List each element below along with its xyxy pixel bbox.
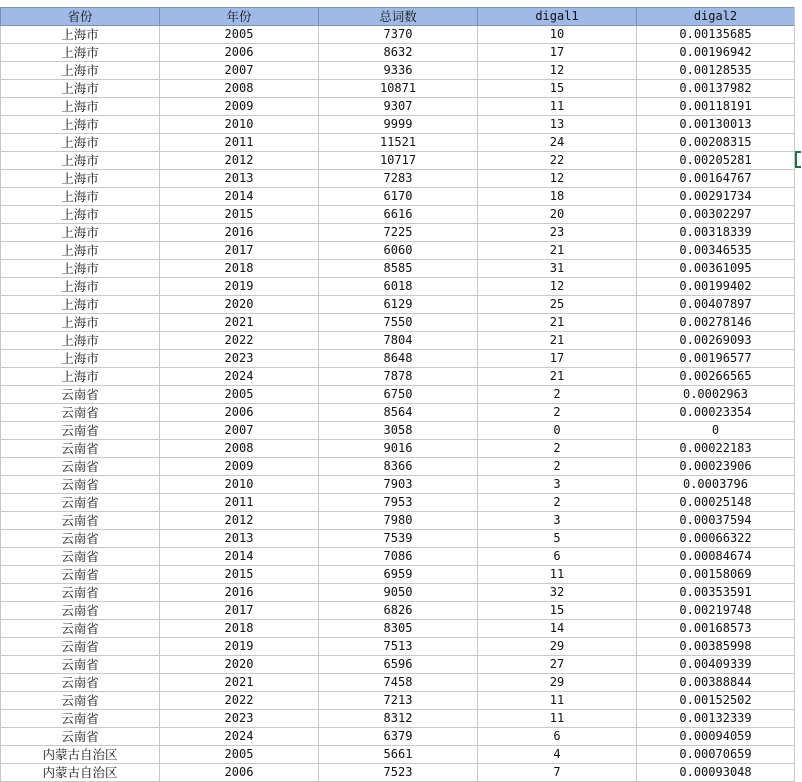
table-row: [1, 80, 795, 98]
cell-digal1[interactable]: 6: [478, 548, 637, 566]
cell-year[interactable]: 2023: [160, 350, 319, 368]
table-row: [1, 98, 795, 116]
right-edge-column: [794, 7, 802, 782]
cell-total-words[interactable]: 5661: [319, 746, 478, 764]
table-row: [1, 404, 795, 422]
table-row: [1, 314, 795, 332]
cell-year[interactable]: 2009: [160, 98, 319, 116]
cell-province[interactable]: 上海市: [1, 44, 160, 62]
cell-digal2[interactable]: 0.00208315: [637, 134, 795, 152]
cell-province[interactable]: 上海市: [1, 332, 160, 350]
cell-digal1[interactable]: 11: [478, 566, 637, 584]
cell-digal2[interactable]: 0.00128535: [637, 62, 795, 80]
cell-digal2[interactable]: 0.00158069: [637, 566, 795, 584]
cell-province[interactable]: 上海市: [1, 134, 160, 152]
cell-digal1[interactable]: 12: [478, 170, 637, 188]
cell-total-words[interactable]: 10717: [319, 152, 478, 170]
cell-province[interactable]: 云南省: [1, 638, 160, 656]
cell-province[interactable]: 云南省: [1, 584, 160, 602]
cell-digal1[interactable]: 21: [478, 242, 637, 260]
cell-year[interactable]: 2015: [160, 566, 319, 584]
cell-province[interactable]: 云南省: [1, 386, 160, 404]
cell-total-words[interactable]: 8648: [319, 350, 478, 368]
cell-digal1[interactable]: 12: [478, 278, 637, 296]
cell-digal2[interactable]: 0.00291734: [637, 188, 795, 206]
cell-digal1[interactable]: 17: [478, 350, 637, 368]
table-row: [1, 296, 795, 314]
cell-total-words[interactable]: 8564: [319, 404, 478, 422]
cell-year[interactable]: 2007: [160, 62, 319, 80]
cell-total-words[interactable]: 7225: [319, 224, 478, 242]
cell-digal2[interactable]: 0.00199402: [637, 278, 795, 296]
cell-digal1[interactable]: 25: [478, 296, 637, 314]
table-row: [1, 206, 795, 224]
cell-digal1[interactable]: 2: [478, 458, 637, 476]
cell-year[interactable]: 2020: [160, 296, 319, 314]
table-row: [1, 710, 795, 728]
cell-total-words[interactable]: 6596: [319, 656, 478, 674]
cell-digal2[interactable]: 0.00137982: [637, 80, 795, 98]
cell-province[interactable]: 上海市: [1, 26, 160, 44]
cell-province[interactable]: 云南省: [1, 548, 160, 566]
cell-digal2[interactable]: 0.00022183: [637, 440, 795, 458]
cell-year[interactable]: 2011: [160, 494, 319, 512]
cell-province[interactable]: 上海市: [1, 260, 160, 278]
cell-digal2[interactable]: 0.00023906: [637, 458, 795, 476]
table-row: [1, 26, 795, 44]
selected-cell-indicator[interactable]: [795, 151, 801, 168]
cell-digal1[interactable]: 15: [478, 602, 637, 620]
cell-digal2[interactable]: 0.00196942: [637, 44, 795, 62]
table-row: [1, 188, 795, 206]
table-row: [1, 476, 795, 494]
cell-year[interactable]: 2011: [160, 134, 319, 152]
table-row: [1, 170, 795, 188]
cell-digal1[interactable]: 23: [478, 224, 637, 242]
cell-digal1[interactable]: 29: [478, 638, 637, 656]
table-row: [1, 674, 795, 692]
cell-year[interactable]: 2021: [160, 674, 319, 692]
cell-province[interactable]: 云南省: [1, 692, 160, 710]
cell-year[interactable]: 2018: [160, 260, 319, 278]
cell-digal1[interactable]: 13: [478, 116, 637, 134]
cell-year[interactable]: 2005: [160, 26, 319, 44]
cell-province[interactable]: 上海市: [1, 62, 160, 80]
cell-digal2[interactable]: 0.00278146: [637, 314, 795, 332]
cell-digal1[interactable]: 18: [478, 188, 637, 206]
data-table: [0, 7, 795, 782]
cell-province[interactable]: 云南省: [1, 530, 160, 548]
cell-digal1[interactable]: 4: [478, 746, 637, 764]
cell-digal2[interactable]: 0.00152502: [637, 692, 795, 710]
table-row: [1, 62, 795, 80]
cell-total-words[interactable]: 7539: [319, 530, 478, 548]
table-row: [1, 152, 795, 170]
cell-year[interactable]: 2012: [160, 152, 319, 170]
table-row: [1, 512, 795, 530]
header-digal1[interactable]: digal1: [478, 8, 637, 26]
cell-year[interactable]: 2017: [160, 242, 319, 260]
table-row: [1, 260, 795, 278]
cell-total-words[interactable]: 9336: [319, 62, 478, 80]
cell-digal2[interactable]: 0.00353591: [637, 584, 795, 602]
cell-year[interactable]: 2015: [160, 206, 319, 224]
cell-digal1[interactable]: 21: [478, 314, 637, 332]
cell-digal2[interactable]: 0.00094059: [637, 728, 795, 746]
table-row: [1, 224, 795, 242]
cell-total-words[interactable]: 7980: [319, 512, 478, 530]
cell-total-words[interactable]: 6750: [319, 386, 478, 404]
cell-year[interactable]: 2009: [160, 458, 319, 476]
cell-digal1[interactable]: 15: [478, 80, 637, 98]
cell-digal2[interactable]: 0.00130013: [637, 116, 795, 134]
cell-province[interactable]: 云南省: [1, 620, 160, 638]
cell-year[interactable]: 2022: [160, 332, 319, 350]
cell-year[interactable]: 2006: [160, 764, 319, 782]
table-row: [1, 602, 795, 620]
cell-total-words[interactable]: 7283: [319, 170, 478, 188]
cell-province[interactable]: 内蒙古自治区: [1, 746, 160, 764]
cell-digal2[interactable]: 0.00132339: [637, 710, 795, 728]
cell-digal1[interactable]: 10: [478, 26, 637, 44]
cell-year[interactable]: 2018: [160, 620, 319, 638]
cell-digal2[interactable]: 0.00302297: [637, 206, 795, 224]
cell-province[interactable]: 上海市: [1, 350, 160, 368]
cell-province[interactable]: 上海市: [1, 296, 160, 314]
cell-total-words[interactable]: 10871: [319, 80, 478, 98]
table-row: [1, 458, 795, 476]
cell-digal2[interactable]: 0.00205281: [637, 152, 795, 170]
cell-province[interactable]: 上海市: [1, 368, 160, 386]
cell-digal2[interactable]: 0.00385998: [637, 638, 795, 656]
cell-year[interactable]: 2021: [160, 314, 319, 332]
cell-province[interactable]: 云南省: [1, 512, 160, 530]
cell-province[interactable]: 云南省: [1, 566, 160, 584]
cell-digal2[interactable]: 0.0003796: [637, 476, 795, 494]
cell-province[interactable]: 云南省: [1, 422, 160, 440]
table-row: [1, 584, 795, 602]
cell-digal2[interactable]: 0.00388844: [637, 674, 795, 692]
cell-year[interactable]: 2013: [160, 530, 319, 548]
cell-digal2[interactable]: 0.00023354: [637, 404, 795, 422]
cell-province[interactable]: 上海市: [1, 206, 160, 224]
cell-year[interactable]: 2024: [160, 728, 319, 746]
cell-province[interactable]: 云南省: [1, 458, 160, 476]
cell-year[interactable]: 2006: [160, 44, 319, 62]
cell-province[interactable]: 上海市: [1, 116, 160, 134]
cell-year[interactable]: 2020: [160, 656, 319, 674]
table-body: [1, 26, 795, 782]
cell-province[interactable]: 云南省: [1, 404, 160, 422]
cell-total-words[interactable]: 6129: [319, 296, 478, 314]
cell-total-words[interactable]: 7878: [319, 368, 478, 386]
cell-digal1[interactable]: 0: [478, 422, 637, 440]
cell-digal1[interactable]: 21: [478, 368, 637, 386]
cell-province[interactable]: 云南省: [1, 494, 160, 512]
cell-total-words[interactable]: 7213: [319, 692, 478, 710]
cell-digal1[interactable]: 29: [478, 674, 637, 692]
table-row: [1, 440, 795, 458]
cell-digal2[interactable]: 0.00118191: [637, 98, 795, 116]
cell-year[interactable]: 2019: [160, 638, 319, 656]
cell-year[interactable]: 2005: [160, 746, 319, 764]
cell-year[interactable]: 2016: [160, 584, 319, 602]
table-row: [1, 350, 795, 368]
cell-total-words[interactable]: 7458: [319, 674, 478, 692]
cell-digal2[interactable]: 0.00269093: [637, 332, 795, 350]
table-row: [1, 764, 795, 782]
cell-year[interactable]: 2007: [160, 422, 319, 440]
cell-digal1[interactable]: 32: [478, 584, 637, 602]
table-row: [1, 638, 795, 656]
cell-total-words[interactable]: 6959: [319, 566, 478, 584]
cell-digal2[interactable]: 0.00346535: [637, 242, 795, 260]
cell-digal1[interactable]: 21: [478, 332, 637, 350]
cell-total-words[interactable]: 3058: [319, 422, 478, 440]
cell-digal1[interactable]: 2: [478, 440, 637, 458]
cell-total-words[interactable]: 8632: [319, 44, 478, 62]
cell-province[interactable]: 上海市: [1, 224, 160, 242]
spreadsheet-grid: [0, 7, 794, 782]
cell-total-words[interactable]: 7513: [319, 638, 478, 656]
cell-province[interactable]: 上海市: [1, 188, 160, 206]
cell-digal2[interactable]: 0.00168573: [637, 620, 795, 638]
table-row: [1, 44, 795, 62]
cell-year[interactable]: 2023: [160, 710, 319, 728]
cell-total-words[interactable]: 7953: [319, 494, 478, 512]
cell-year[interactable]: 2022: [160, 692, 319, 710]
header-digal2[interactable]: digal2: [637, 8, 795, 26]
cell-total-words[interactable]: 6170: [319, 188, 478, 206]
cell-total-words[interactable]: 7523: [319, 764, 478, 782]
table-row: [1, 746, 795, 764]
cell-province[interactable]: 上海市: [1, 170, 160, 188]
cell-digal2[interactable]: 0.00070659: [637, 746, 795, 764]
table-row: [1, 386, 795, 404]
cell-digal2[interactable]: 0.00219748: [637, 602, 795, 620]
cell-total-words[interactable]: 6616: [319, 206, 478, 224]
cell-digal2[interactable]: 0.00025148: [637, 494, 795, 512]
cell-province[interactable]: 上海市: [1, 278, 160, 296]
cell-digal2[interactable]: 0.00135685: [637, 26, 795, 44]
cell-digal2[interactable]: 0.00093048: [637, 764, 795, 782]
cell-province[interactable]: 云南省: [1, 476, 160, 494]
cell-digal1[interactable]: 6: [478, 728, 637, 746]
cell-province[interactable]: 上海市: [1, 242, 160, 260]
cell-province[interactable]: 云南省: [1, 440, 160, 458]
header-year[interactable]: 年份: [160, 8, 319, 26]
cell-province[interactable]: 上海市: [1, 152, 160, 170]
cell-digal1[interactable]: 2: [478, 404, 637, 422]
cell-total-words[interactable]: 7370: [319, 26, 478, 44]
table-row: [1, 368, 795, 386]
cell-total-words[interactable]: 8312: [319, 710, 478, 728]
cell-province[interactable]: 上海市: [1, 314, 160, 332]
table-row: [1, 278, 795, 296]
cell-digal1[interactable]: 27: [478, 656, 637, 674]
cell-digal2[interactable]: 0: [637, 422, 795, 440]
cell-total-words[interactable]: 9999: [319, 116, 478, 134]
table-row: [1, 548, 795, 566]
cell-total-words[interactable]: 6018: [319, 278, 478, 296]
table-row: [1, 422, 795, 440]
cell-province[interactable]: 上海市: [1, 80, 160, 98]
cell-digal1[interactable]: 3: [478, 512, 637, 530]
cell-digal2[interactable]: 0.00196577: [637, 350, 795, 368]
cell-digal1[interactable]: 3: [478, 476, 637, 494]
cell-year[interactable]: 2017: [160, 602, 319, 620]
cell-digal1[interactable]: 5: [478, 530, 637, 548]
cell-digal2[interactable]: 0.00266565: [637, 368, 795, 386]
cell-digal1[interactable]: 11: [478, 692, 637, 710]
cell-digal2[interactable]: 0.00164767: [637, 170, 795, 188]
cell-digal2[interactable]: 0.00084674: [637, 548, 795, 566]
cell-digal1[interactable]: 31: [478, 260, 637, 278]
cell-digal1[interactable]: 11: [478, 98, 637, 116]
cell-year[interactable]: 2014: [160, 548, 319, 566]
cell-digal1[interactable]: 14: [478, 620, 637, 638]
cell-year[interactable]: 2006: [160, 404, 319, 422]
table-row: [1, 332, 795, 350]
table-row: [1, 566, 795, 584]
table-row: [1, 530, 795, 548]
cell-year[interactable]: 2024: [160, 368, 319, 386]
table-row: [1, 728, 795, 746]
cell-total-words[interactable]: 8585: [319, 260, 478, 278]
cell-province[interactable]: 云南省: [1, 602, 160, 620]
cell-total-words[interactable]: 7903: [319, 476, 478, 494]
header-total-words[interactable]: 总词数: [319, 8, 478, 26]
table-row: [1, 242, 795, 260]
cell-year[interactable]: 2012: [160, 512, 319, 530]
cell-province[interactable]: 云南省: [1, 710, 160, 728]
table-row: [1, 692, 795, 710]
table-row: [1, 494, 795, 512]
header-row: [1, 8, 795, 26]
cell-province[interactable]: 上海市: [1, 98, 160, 116]
header-province[interactable]: 省份: [1, 8, 160, 26]
cell-digal1[interactable]: 2: [478, 386, 637, 404]
cell-digal2[interactable]: 0.00409339: [637, 656, 795, 674]
cell-year[interactable]: 2013: [160, 170, 319, 188]
cell-year[interactable]: 2014: [160, 188, 319, 206]
table-row: [1, 116, 795, 134]
cell-year[interactable]: 2010: [160, 116, 319, 134]
cell-total-words[interactable]: 9050: [319, 584, 478, 602]
cell-digal2[interactable]: 0.0002963: [637, 386, 795, 404]
cell-digal2[interactable]: 0.00407897: [637, 296, 795, 314]
cell-year[interactable]: 2008: [160, 440, 319, 458]
cell-digal1[interactable]: 12: [478, 62, 637, 80]
cell-total-words[interactable]: 7086: [319, 548, 478, 566]
cell-total-words[interactable]: 9016: [319, 440, 478, 458]
cell-total-words[interactable]: 11521: [319, 134, 478, 152]
cell-total-words[interactable]: 8366: [319, 458, 478, 476]
cell-year[interactable]: 2019: [160, 278, 319, 296]
cell-digal1[interactable]: 11: [478, 710, 637, 728]
cell-digal1[interactable]: 17: [478, 44, 637, 62]
cell-digal1[interactable]: 2: [478, 494, 637, 512]
cell-total-words[interactable]: 7804: [319, 332, 478, 350]
table-row: [1, 620, 795, 638]
cell-year[interactable]: 2016: [160, 224, 319, 242]
cell-year[interactable]: 2010: [160, 476, 319, 494]
cell-digal1[interactable]: 7: [478, 764, 637, 782]
cell-digal1[interactable]: 22: [478, 152, 637, 170]
table-row: [1, 134, 795, 152]
cell-digal1[interactable]: 24: [478, 134, 637, 152]
cell-total-words[interactable]: 9307: [319, 98, 478, 116]
cell-digal2[interactable]: 0.00066322: [637, 530, 795, 548]
cell-province[interactable]: 云南省: [1, 728, 160, 746]
cell-province[interactable]: 云南省: [1, 674, 160, 692]
cell-total-words[interactable]: 7550: [319, 314, 478, 332]
cell-digal1[interactable]: 20: [478, 206, 637, 224]
cell-digal2[interactable]: 0.00318339: [637, 224, 795, 242]
cell-year[interactable]: 2005: [160, 386, 319, 404]
cell-year[interactable]: 2008: [160, 80, 319, 98]
cell-digal2[interactable]: 0.00037594: [637, 512, 795, 530]
table-row: [1, 656, 795, 674]
cell-province[interactable]: 内蒙古自治区: [1, 764, 160, 782]
cell-total-words[interactable]: 6379: [319, 728, 478, 746]
cell-total-words[interactable]: 6060: [319, 242, 478, 260]
cell-total-words[interactable]: 8305: [319, 620, 478, 638]
cell-digal2[interactable]: 0.00361095: [637, 260, 795, 278]
cell-province[interactable]: 云南省: [1, 656, 160, 674]
cell-total-words[interactable]: 6826: [319, 602, 478, 620]
